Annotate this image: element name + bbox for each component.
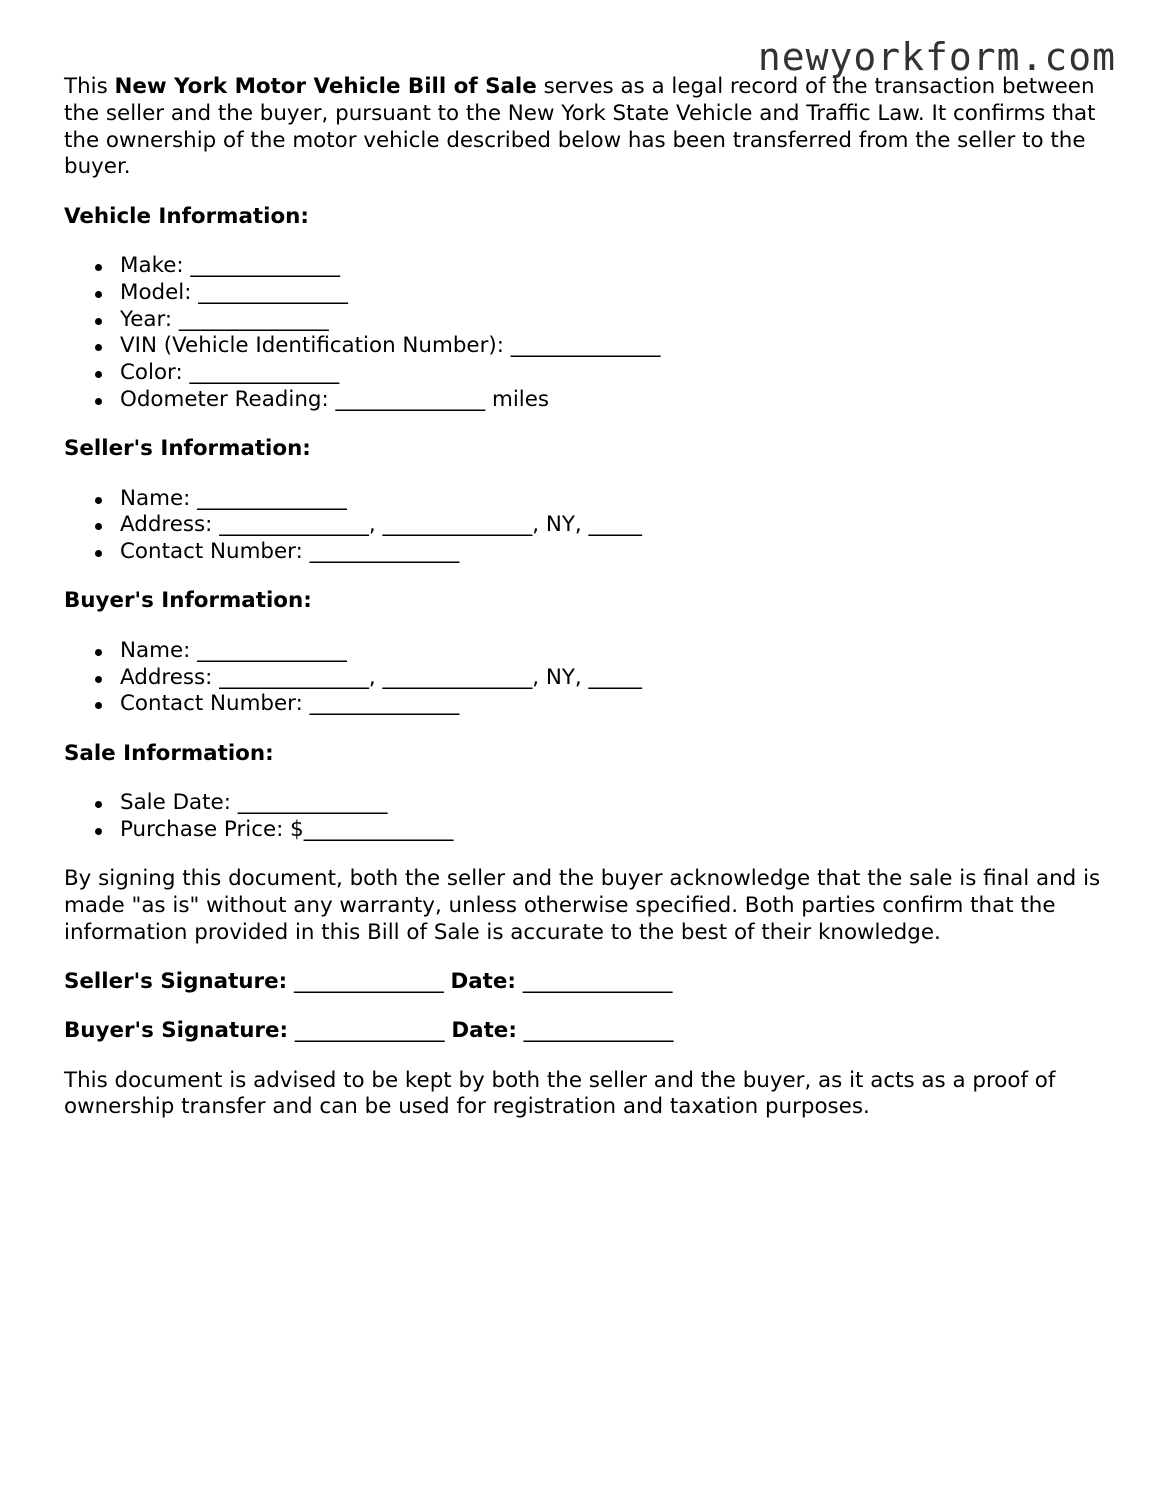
seller-signature-label: Seller's Signature: (64, 968, 288, 994)
buyer-signature-line (64, 1018, 1104, 1045)
buyer-date-label: Date: (451, 1018, 517, 1044)
vehicle-info-heading: Vehicle Information: (64, 203, 309, 229)
watermark-site-name: newyorkform.com (757, 35, 1116, 79)
buyer-info-heading: Buyer's Information: (64, 588, 312, 614)
seller-date-blank: ______________ (515, 968, 673, 994)
vehicle-info-list (64, 253, 1104, 414)
buyer-name-field: Name: ______________ (120, 638, 1104, 665)
buyer-address-field: Address: ______________, ______________, NY, _____ (120, 665, 1104, 692)
seller-contact-field: Contact Number: ______________ (120, 539, 1104, 566)
seller-date-label: Date: (450, 968, 516, 994)
bill-of-sale-document (64, 74, 1104, 1144)
buyer-date-blank: ______________ (516, 1018, 674, 1044)
vehicle-vin-field: VIN (Vehicle Identification Number): ______________ (120, 333, 1104, 360)
intro-prefix: This (64, 74, 115, 99)
vehicle-model-field: Model: ______________ (120, 280, 1104, 307)
intro-suffix: serves as a legal record of the transaction between the seller and the buyer, pursuant to the New York State Vehicle and Traffic Law. It confirms that the ownership of the motor vehicle described below has been transferred from the seller to the buyer. (64, 74, 1096, 180)
document-title: New York Motor Vehicle Bill of Sale (114, 74, 537, 99)
vehicle-year-field: Year: ______________ (120, 307, 1104, 334)
closing-paragraph: This document is advised to be kept by both the seller and the buyer, as it acts as a proof of ownership transfer and can be used for registration and taxation purposes. (64, 1067, 1056, 1120)
seller-name-field: Name: ______________ (120, 486, 1104, 513)
buyer-signature-label: Buyer's Signature: (64, 1018, 289, 1044)
buyer-info-list (64, 638, 1104, 718)
vehicle-make-field: Make: ______________ (120, 253, 1104, 280)
acknowledgment-paragraph: By signing this document, both the seller and the buyer acknowledge that the sale is final and is made "as is" without any warranty, unless otherwise specified. Both parties confirm that the information provided in this Bill of Sale is accurate to the best of their knowledge. (64, 866, 1101, 945)
sale-date-field: Sale Date: ______________ (120, 790, 1104, 817)
seller-signature-blank: ______________ (287, 968, 451, 994)
seller-address-field: Address: ______________, ______________, NY, _____ (120, 512, 1104, 539)
sale-info-list (64, 790, 1104, 844)
seller-signature-line (64, 969, 1104, 996)
buyer-signature-blank: ______________ (288, 1018, 452, 1044)
seller-info-list (64, 486, 1104, 566)
buyer-contact-field: Contact Number: ______________ (120, 691, 1104, 718)
intro-paragraph (64, 74, 1104, 181)
vehicle-odometer-field: Odometer Reading: ______________ miles (120, 387, 1104, 414)
purchase-price-field: Purchase Price: $______________ (120, 817, 1104, 844)
sale-info-heading: Sale Information: (64, 740, 274, 766)
vehicle-color-field: Color: ______________ (120, 360, 1104, 387)
seller-info-heading: Seller's Information: (64, 436, 311, 462)
